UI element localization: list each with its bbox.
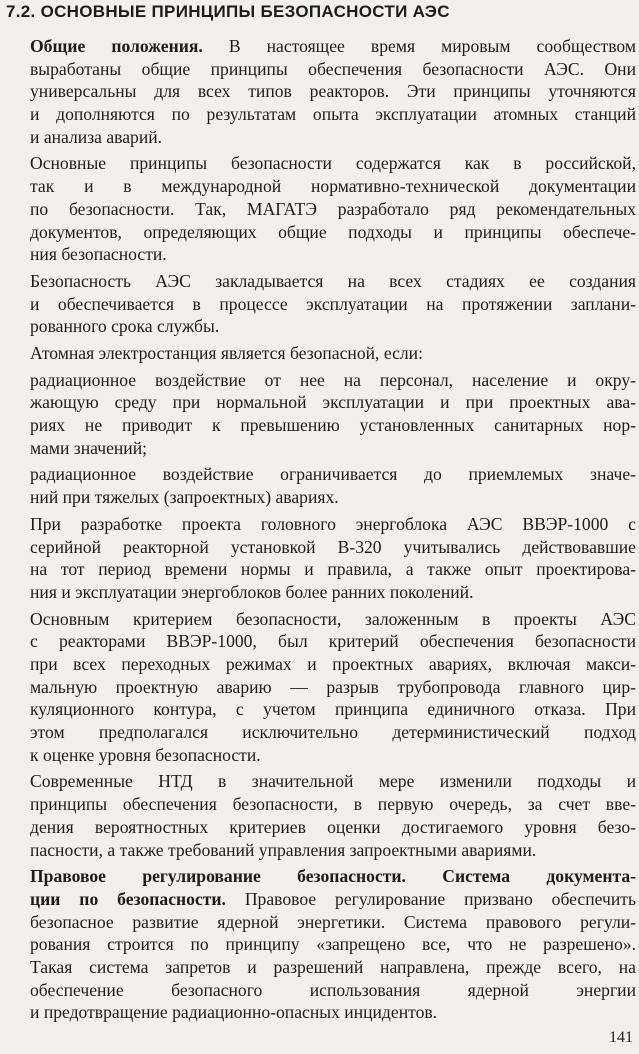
- text-line: При разработке проекта головного энергоблока АЭС ВВЭР-1000 с: [30, 513, 636, 534]
- paragraph-condition-normal: [4, 369, 636, 460]
- text-line: В настоящее время мировым сообществом: [202, 36, 636, 56]
- text-line: серийной реакторной установкой В-320 учитывались действовавшие: [30, 536, 636, 557]
- text-line: на тот период времени нормы и правила, а также опыт проектирова-: [30, 559, 636, 580]
- text-line: мальную проектную аварию — разрыв трубопровода главного цир-: [30, 676, 636, 697]
- text-line: рованного срока службы.: [30, 316, 220, 337]
- text-line: с реакторами ВВЭР-1000, был критерий обеспечения безопасности: [30, 631, 636, 652]
- run-in-heading: Правовое регулирование безопасности. Система документа-: [30, 866, 636, 887]
- text-line: Безопасность АЭС закладывается на всех стадиях ее создания: [30, 270, 636, 291]
- text-line: радиационное воздействие ограничивается до приемлемых значе-: [30, 464, 636, 485]
- paragraph-vver-design: [4, 513, 636, 604]
- text-line: принципы обеспечения безопасности, в первую очередь, за счет вве-: [30, 794, 636, 815]
- text-line: универсальны для всех типов реакторов. Эти принципы уточняются: [30, 81, 636, 102]
- text-line: ния и эксплуатации энергоблоков более ранних поколений.: [30, 581, 474, 602]
- text-line: Правовое регулирование призвано обеспечить: [225, 888, 636, 909]
- text-line: дения вероятностных критериев оценки достигаемого уровня безо-: [30, 816, 636, 837]
- text-line: пасности, а также требований управления запроектными авариями.: [30, 839, 537, 860]
- text-line: жающую среду при нормальной эксплуатации и при проектных ава-: [30, 392, 636, 413]
- paragraph-general-provisions: [4, 35, 636, 148]
- text-line: риях не приводит к превышению установленных санитарных нор-: [30, 415, 636, 436]
- text-line: Атомная электростанция является безопасной, если:: [30, 342, 423, 363]
- text-line: этом предполагался исключительно детерминистический подход: [30, 722, 636, 743]
- paragraph-principles: [4, 152, 636, 265]
- paragraph-safe-if: [4, 342, 636, 365]
- text-line: и анализа аварий.: [30, 126, 163, 147]
- text-line: мами значений;: [30, 437, 148, 458]
- text-line: Такая система запретов и разрешений направлена, прежде всего, на: [30, 956, 636, 977]
- paragraph-lifecycle: [4, 270, 636, 338]
- text-line: по безопасности. Так, МАГАТЭ разработало ряд рекомендательных: [30, 198, 636, 219]
- text-line: обеспечение безопасного использования ядерной энергии: [30, 979, 636, 1000]
- paragraph-modern-ntd: [4, 770, 636, 861]
- text-line: к оценке уровня безопасности.: [30, 744, 261, 765]
- run-in-heading: Общие положения.: [30, 36, 203, 56]
- text-line: куляционного контура, с учетом принципа единичного отказа. При: [30, 699, 636, 720]
- text-line: Основные принципы безопасности содержатся как в российской,: [30, 153, 636, 174]
- text-line: радиационное воздействие от нее на персонал, население и окру-: [30, 369, 636, 390]
- paragraph-legal-regulation: [4, 865, 636, 1024]
- text-line: безопасное развитие ядерной энергетики. Система правового регули-: [30, 911, 636, 932]
- page-number: 141: [609, 1029, 633, 1046]
- text-line: и дополняются по результатам опыта эксплуатации атомных станций: [30, 104, 636, 125]
- paragraph-main-criterion: [4, 608, 636, 767]
- text-line: Современные НТД в значительной мере изменили подходы и: [30, 771, 636, 792]
- text-line: ния безопасности.: [30, 244, 167, 265]
- run-in-heading: ции по безопасности.: [30, 888, 226, 909]
- text-line: так и в международной нормативно-технической документации: [30, 176, 636, 197]
- text-line: при всех переходных режимах и проектных авариях, включая макси-: [30, 653, 636, 674]
- text-line: документов, определяющих общие подходы и принципы обеспече-: [30, 221, 636, 242]
- text-line: и обеспечивается в процессе эксплуатации на протяжении заплани-: [30, 293, 636, 314]
- text-line: и предотвращение радиационно-опасных инцидентов.: [30, 1002, 438, 1023]
- section-heading: 7.2. ОСНОВНЫЕ ПРИНЦИПЫ БЕЗОПАСНОСТИ АЭС: [6, 2, 450, 21]
- text-line: выработаны общие принципы обеспечения безопасности АЭС. Они: [30, 58, 636, 79]
- text-line: рования строится по принципу «запрещено все, что не разрешено».: [30, 934, 636, 955]
- text-line: Основным критерием безопасности, заложенным в проекты АЭС: [30, 608, 636, 629]
- body-text: [4, 35, 636, 1028]
- paragraph-condition-severe: [4, 463, 636, 508]
- text-line: ний при тяжелых (запроектных) авариях.: [30, 487, 339, 508]
